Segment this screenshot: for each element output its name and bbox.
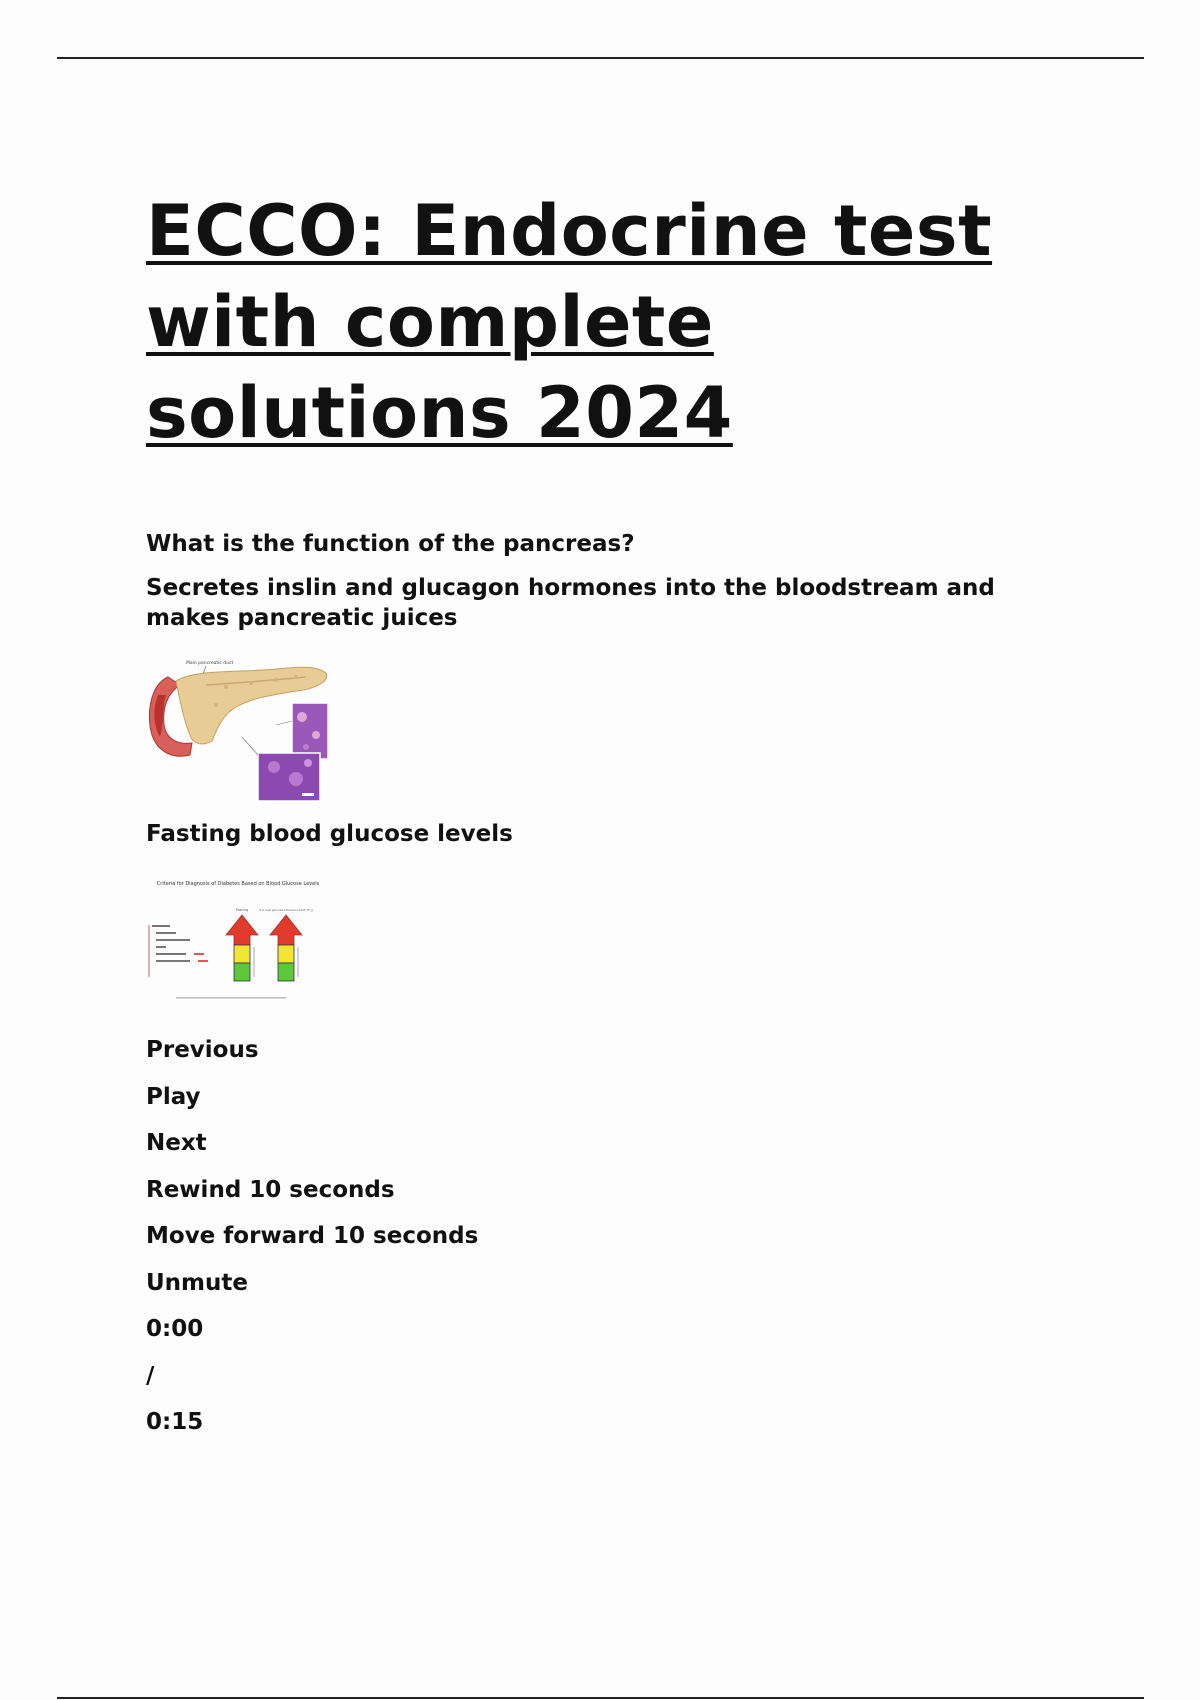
question-text: What is the function of the pancreas? bbox=[146, 531, 635, 557]
answer-text: Secretes inslin and glucagon hormones into the bloodstream and makes pancreatic juices bbox=[146, 575, 995, 631]
fasting-heading: Fasting blood glucose levels bbox=[146, 821, 513, 847]
previous-button[interactable]: Previous bbox=[146, 1037, 259, 1063]
current-time: 0:00 bbox=[146, 1316, 204, 1342]
time-separator: / bbox=[146, 1362, 155, 1389]
next-button[interactable]: Next bbox=[146, 1130, 207, 1156]
forward-button[interactable]: Move forward 10 seconds bbox=[146, 1223, 479, 1249]
criteria-col-ogtt: 2-h oral glucose tolerance test 75 g bbox=[259, 908, 313, 912]
criteria-legend bbox=[152, 925, 190, 962]
document-body bbox=[146, 186, 1066, 1454]
fasting-arrow bbox=[226, 915, 258, 981]
glucose-criteria-diagram bbox=[146, 877, 330, 1007]
pancreas-illustration bbox=[146, 655, 330, 805]
pancreas-duct-label: Main pancreatic duct bbox=[186, 661, 234, 666]
ogtt-arrow bbox=[270, 915, 302, 981]
bottom-rule bbox=[57, 1697, 1144, 1699]
criteria-col-fasting: Fasting bbox=[235, 908, 249, 912]
unmute-button[interactable]: Unmute bbox=[146, 1269, 248, 1296]
duration: 0:15 bbox=[146, 1409, 204, 1435]
top-rule bbox=[57, 57, 1144, 59]
document-title: ECCO: Endocrine test with complete solutions 2024 bbox=[146, 190, 993, 454]
media-controls bbox=[146, 1035, 1066, 1454]
play-button[interactable]: Play bbox=[146, 1083, 201, 1110]
rewind-button[interactable]: Rewind 10 seconds bbox=[146, 1176, 395, 1203]
criteria-title: Criteria for Diagnosis of Diabetes Based on Blood Glucose Levels bbox=[156, 881, 320, 887]
